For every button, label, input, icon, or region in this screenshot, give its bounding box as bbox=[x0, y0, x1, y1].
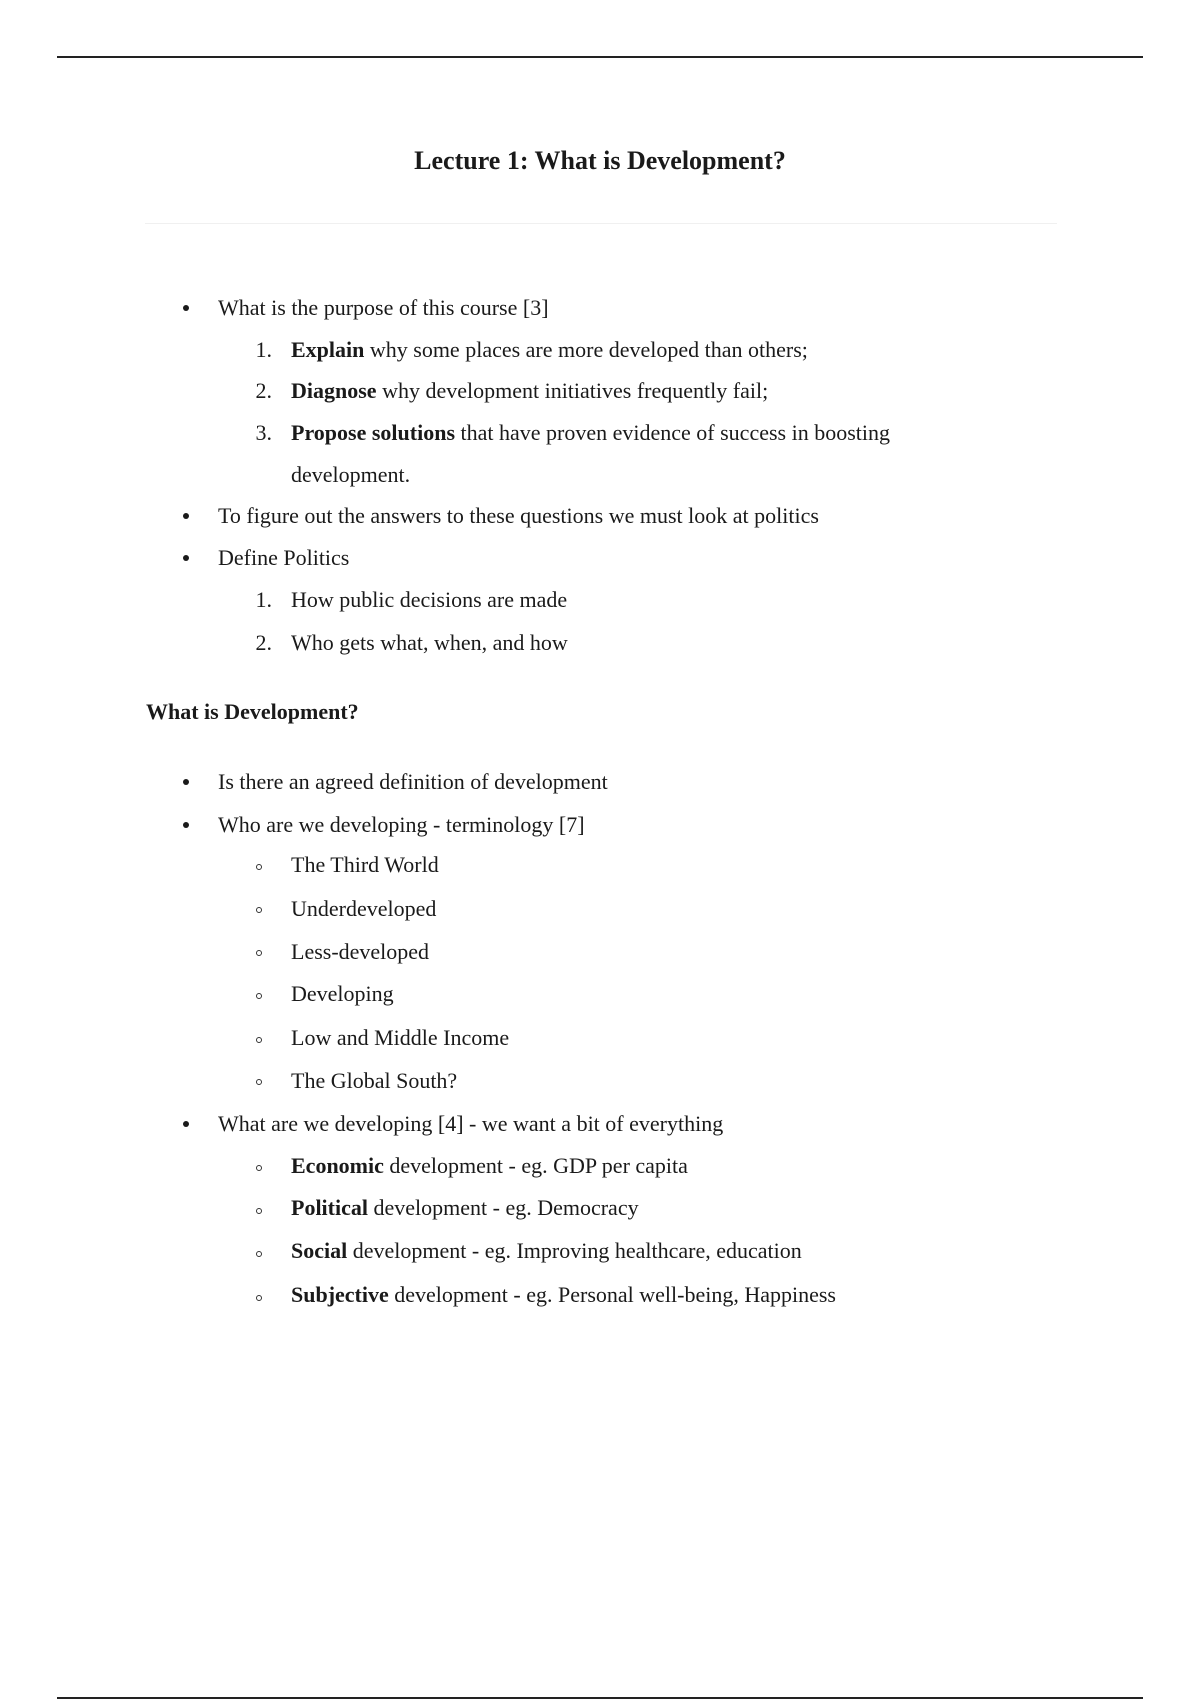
list-number: 1. bbox=[255, 587, 272, 612]
bold-term: Social bbox=[291, 1238, 348, 1263]
list-item-politics-intro: To figure out the answers to these questions we must look at politics bbox=[218, 503, 819, 528]
circle-bullet-icon bbox=[256, 907, 262, 913]
list-item-what-developing: What are we developing [4] - we want a bit of everything bbox=[218, 1111, 724, 1136]
list-item-term: Low and Middle Income bbox=[291, 1025, 510, 1050]
circle-bullet-icon bbox=[256, 1208, 262, 1214]
list-item-purpose: What is the purpose of this course [3] bbox=[218, 295, 549, 320]
list-item-terminology: Who are we developing - terminology [7] bbox=[218, 812, 585, 837]
section-heading: What is Development? bbox=[146, 699, 359, 724]
circle-bullet-icon bbox=[256, 1251, 262, 1257]
list-item-politics-def: How public decisions are made bbox=[291, 587, 568, 612]
list-number: 3. bbox=[255, 420, 272, 445]
list-number: 2. bbox=[255, 630, 272, 655]
item-text: development - eg. Personal well-being, Happiness bbox=[388, 1282, 836, 1307]
list-item-term: Underdeveloped bbox=[291, 896, 437, 921]
bold-term: Economic bbox=[291, 1153, 384, 1178]
list-item-diagnose bbox=[291, 378, 768, 404]
top-rule bbox=[57, 56, 1143, 58]
bold-term: Explain bbox=[291, 337, 365, 362]
list-item-definition: Is there an agreed definition of development bbox=[218, 769, 608, 794]
bullet-icon bbox=[183, 305, 189, 311]
bullet-icon bbox=[183, 555, 189, 561]
list-item-term: The Third World bbox=[291, 852, 439, 877]
item-text: why development initiatives frequently fail; bbox=[376, 378, 769, 403]
item-text: development - eg. GDP per capita bbox=[383, 1153, 688, 1178]
list-item-define-politics: Define Politics bbox=[218, 545, 350, 570]
bullet-icon bbox=[183, 822, 189, 828]
circle-bullet-icon bbox=[256, 950, 262, 956]
item-text: development - eg. Improving healthcare, education bbox=[347, 1238, 802, 1263]
title-divider bbox=[145, 223, 1057, 224]
circle-bullet-icon bbox=[256, 864, 262, 870]
list-item-term: Developing bbox=[291, 981, 394, 1006]
list-item-dev-type bbox=[291, 1282, 836, 1308]
bullet-icon bbox=[183, 779, 189, 785]
list-item-continuation: development. bbox=[291, 462, 411, 487]
circle-bullet-icon bbox=[256, 1079, 262, 1085]
item-text: that have proven evidence of success in boosting bbox=[455, 420, 890, 445]
list-item-propose bbox=[291, 420, 890, 446]
document-title: Lecture 1: What is Development? bbox=[414, 146, 786, 175]
bottom-rule bbox=[57, 1697, 1143, 1699]
bold-term: Diagnose bbox=[291, 378, 377, 403]
list-item-dev-type bbox=[291, 1195, 639, 1221]
bold-term: Propose solutions bbox=[291, 420, 456, 445]
item-text: why some places are more developed than others; bbox=[364, 337, 808, 362]
list-item-dev-type bbox=[291, 1153, 688, 1179]
list-item-dev-type bbox=[291, 1238, 802, 1264]
item-text: development - eg. Democracy bbox=[367, 1195, 639, 1220]
bullet-icon bbox=[183, 1121, 189, 1127]
list-number: 2. bbox=[255, 378, 272, 403]
circle-bullet-icon bbox=[256, 1165, 262, 1171]
list-number: 1. bbox=[255, 337, 272, 362]
list-item-term: Less-developed bbox=[291, 939, 430, 964]
list-item-politics-def: Who gets what, when, and how bbox=[291, 630, 568, 655]
circle-bullet-icon bbox=[256, 1037, 262, 1043]
bold-term: Subjective bbox=[291, 1282, 389, 1307]
list-item-term: The Global South? bbox=[291, 1068, 458, 1093]
bold-term: Political bbox=[291, 1195, 368, 1220]
bullet-icon bbox=[183, 513, 189, 519]
circle-bullet-icon bbox=[256, 993, 262, 999]
list-item-explain bbox=[291, 337, 808, 363]
circle-bullet-icon bbox=[256, 1295, 262, 1301]
